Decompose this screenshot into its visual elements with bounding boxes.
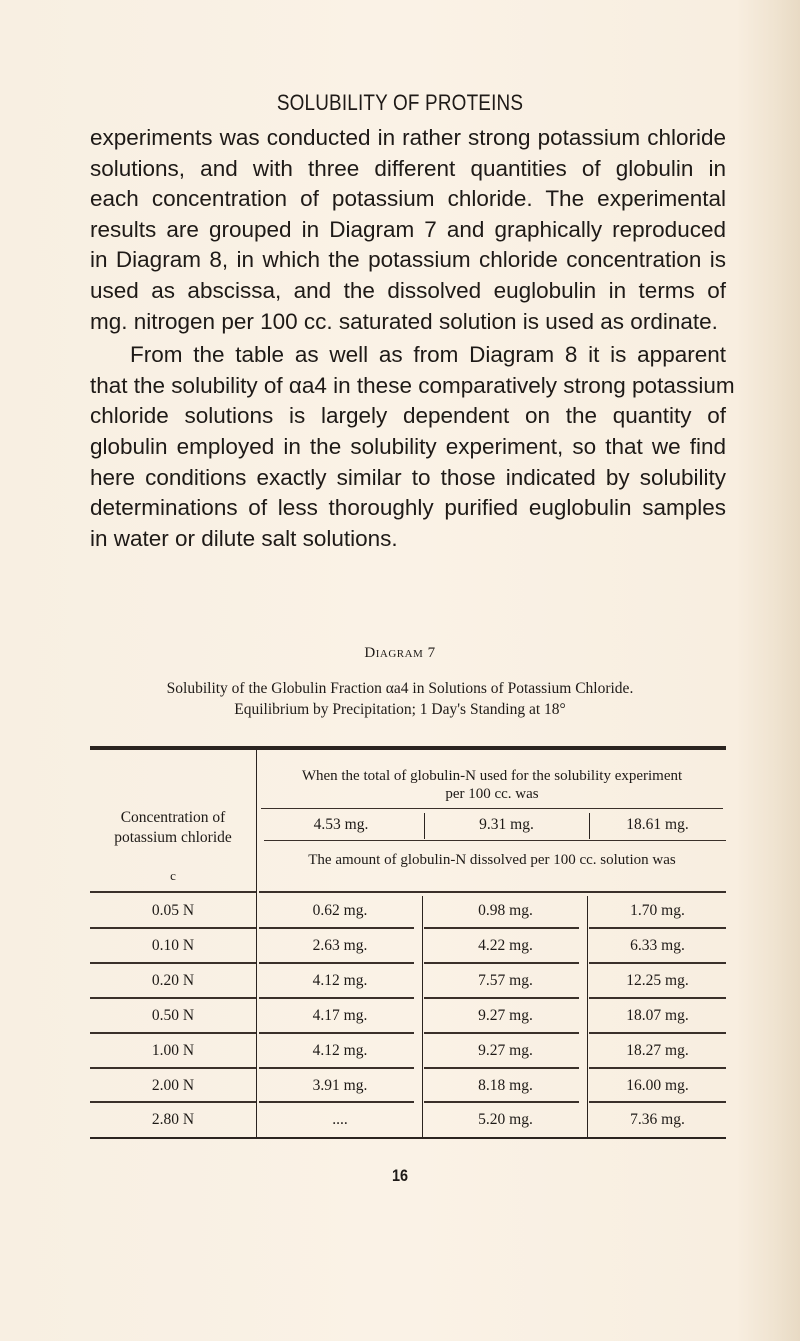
paragraph-1 [90,123,726,337]
text-line: From the table as well as from Diagram 8 it is apparent [130,342,726,368]
rule [90,1067,256,1069]
row-header-line-2: potassium chloride [114,829,232,846]
text-line: experiments was conducted in rather strong potassium chloride [90,125,726,150]
text-line: determinations of less thoroughly purified euglobulin samples [90,495,726,521]
value: 9.27 mg. [478,1042,533,1059]
text-line: in water or dilute salt solutions. [90,525,398,551]
value: 7.36 mg. [630,1111,685,1128]
rule [90,1032,256,1034]
text-line: mg. nitrogen per 100 cc. saturated solution is used as ordinate. [90,308,718,334]
value: .... [332,1111,348,1128]
value: 4.12 mg. [312,1042,368,1059]
total-3: 18.61 mg. [626,816,689,833]
rule [259,1101,414,1103]
rule [264,840,726,841]
rule [424,1032,579,1034]
value: 5.20 mg. [478,1111,533,1128]
rule [589,962,726,964]
rule [90,1101,256,1103]
value: 0.98 mg. [478,902,533,919]
caption-line-2: Equilibrium by Precipitation; 1 Day's Standing at 18° [234,701,566,718]
page-number: 16 [391,1166,409,1185]
text-line: that the solubility of αa4 in these comparatively strong potassium [90,372,735,398]
concentration: 0.50 N [151,1007,195,1024]
rule [259,962,414,964]
value: 6.33 mg. [630,937,685,954]
value: 7.57 mg. [478,972,533,989]
value: 18.07 mg. [626,1007,689,1024]
text-line: globulin employed in the solubility experiment, so that we find [90,433,726,459]
rule [259,927,414,929]
value: 4.12 mg. [312,972,368,989]
table-top-rule [90,746,726,750]
text-line: solutions, and with three different quantities of globulin in [90,155,726,181]
diagram-caption [0,678,800,720]
total-1: 4.53 mg. [313,816,369,833]
value: 18.27 mg. [626,1042,689,1059]
value: 3.91 mg. [312,1077,368,1094]
rule [589,1032,726,1034]
row-header [90,808,256,848]
table-divider [256,750,257,1137]
rule [259,891,726,893]
rule [259,997,414,999]
rule [90,891,256,893]
rule [424,1101,579,1103]
text-line: here conditions exactly similar to those indicated by solubility [90,464,726,490]
rule [90,927,256,929]
rule [424,927,579,929]
concentration: 0.20 N [151,972,195,989]
rule [589,1067,726,1069]
text-line: each concentration of potassium chloride. The experimental [90,186,726,212]
concentration: 0.10 N [151,937,195,954]
rule [90,997,256,999]
body-text [90,123,735,554]
rule [589,997,726,999]
total-2: 9.31 mg. [479,816,534,833]
concentration: 2.00 N [151,1077,195,1094]
rule [587,896,588,1137]
value: 1.70 mg. [630,902,685,919]
value: 4.22 mg. [478,937,533,954]
text-line: chloride solutions is largely dependent on the quantity of [90,403,726,429]
value: 2.63 mg. [312,937,368,954]
concentration: 1.00 N [151,1042,195,1059]
rule [424,962,579,964]
text-line: used as abscissa, and the dissolved euglobulin in terms of [90,277,726,303]
group-header-line-2: per 100 cc. was [445,786,539,802]
running-head: SOLUBILITY OF PROTEINS [276,90,524,115]
value: 16.00 mg. [626,1077,689,1094]
row-header-symbol: c [170,868,176,883]
diagram-label: Diagram 7 [364,645,436,661]
group-header-line-1: When the total of globulin-N used for the solubility experiment [301,768,683,784]
rule [261,808,723,809]
value: 9.27 mg. [478,1007,533,1024]
value: 12.25 mg. [626,972,689,989]
rule [259,1032,414,1034]
value: 4.17 mg. [312,1007,368,1024]
row-header-line-1: Concentration of [120,809,226,826]
concentration: 2.80 N [151,1111,195,1128]
rule [422,896,423,1137]
text-line: results are grouped in Diagram 7 and graphically reproduced [90,216,726,242]
rule [424,997,579,999]
value: 8.18 mg. [478,1077,533,1094]
value: 0.62 mg. [312,902,368,919]
caption-line-1: Solubility of the Globulin Fraction αa4 in Solutions of Potassium Chloride. [166,680,634,697]
sub-header: The amount of globulin-N dissolved per 100 cc. solution was [308,852,676,868]
rule [424,1067,579,1069]
text-line: in Diagram 8, in which the potassium chloride concentration is [90,247,726,273]
rule [589,1101,726,1103]
concentration: 0.05 N [151,902,195,919]
rule [259,1067,414,1069]
rule [589,927,726,929]
table-bottom-rule [90,1137,726,1139]
group-header [258,767,726,803]
rule [90,962,256,964]
paragraph-2 [90,340,735,554]
